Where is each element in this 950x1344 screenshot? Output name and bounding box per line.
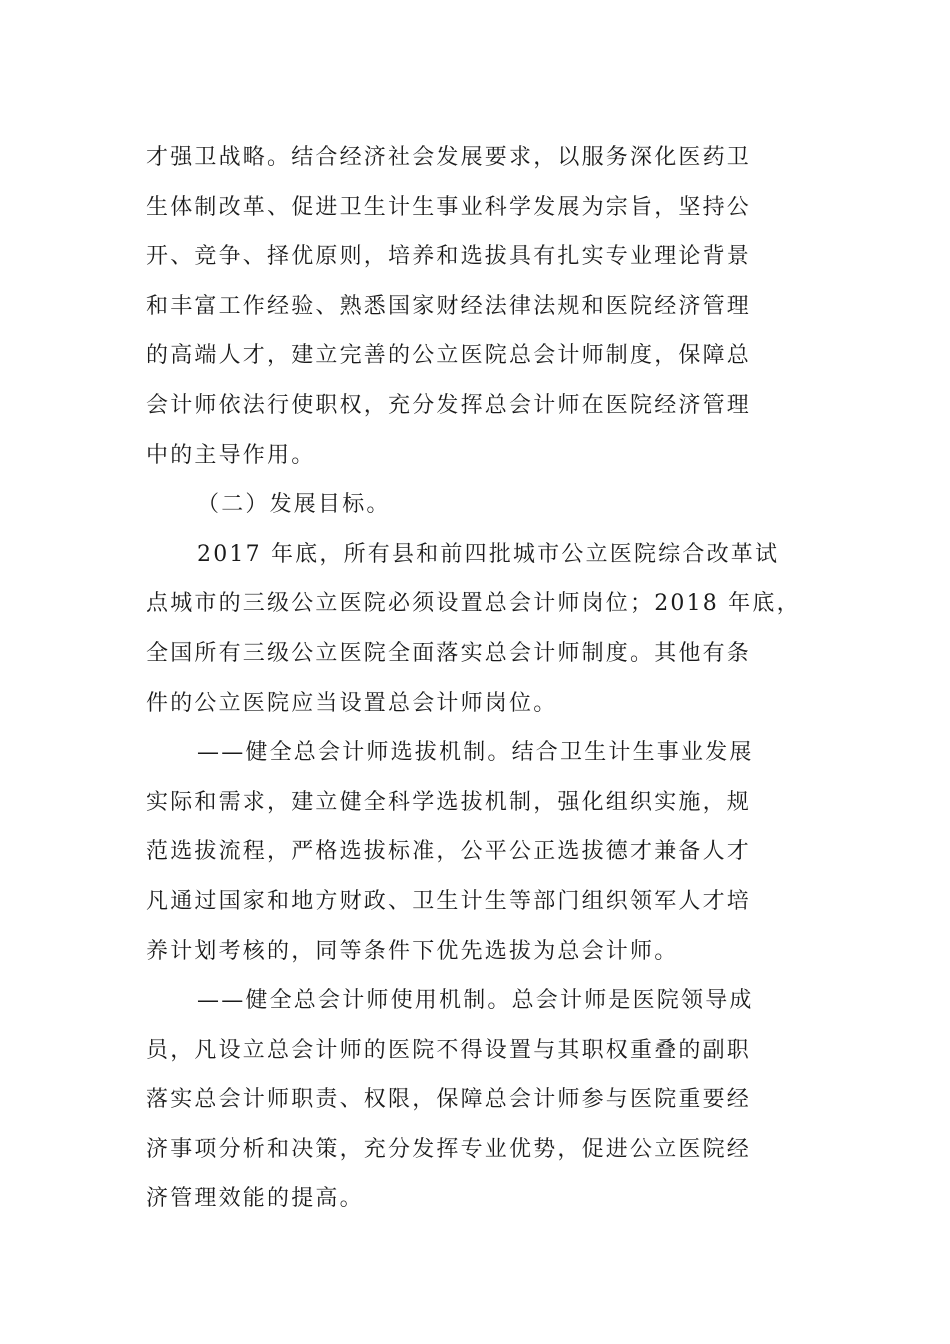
text-line: 全国所有三级公立医院全面落实总会计师制度。其他有条 xyxy=(146,640,752,666)
text-line: 济事项分析和决策，充分发挥专业优势，促进公立医院经 xyxy=(146,1136,752,1162)
text-line: 凡通过国家和地方财政、卫生计生等部门组织领军人才培 xyxy=(146,888,752,914)
text-line: 生体制改革、促进卫生计生事业科学发展为宗旨，坚持公 xyxy=(146,194,752,220)
text-line: 会计师依法行使职权，充分发挥总会计师在医院经济管理 xyxy=(146,392,752,418)
text-line: 件的公立医院应当设置总会计师岗位。 xyxy=(146,690,558,716)
text-line: 范选拔流程，严格选拔标准，公平公正选拔德才兼备人才 xyxy=(146,839,752,865)
text-line: 济管理效能的提高。 xyxy=(146,1186,364,1212)
text-line: （二）发展目标。 xyxy=(197,492,391,518)
text-line: 2017 年底，所有县和前四批城市公立医院综合改革试 xyxy=(197,541,780,567)
text-line: 开、竞争、择优原则，培养和选拔具有扎实专业理论背景 xyxy=(146,244,752,270)
text-line: 员，凡设立总会计师的医院不得设置与其职权重叠的副职 xyxy=(146,1037,752,1063)
text-line: 点城市的三级公立医院必须设置总会计师岗位；2018 年底， xyxy=(146,591,801,617)
body-text xyxy=(146,133,806,1224)
text-line: ——健全总会计师使用机制。总会计师是医院领导成 xyxy=(197,988,754,1014)
text-line: 养计划考核的，同等条件下优先选拔为总会计师。 xyxy=(146,938,679,964)
text-line: 才强卫战略。结合经济社会发展要求，以服务深化医药卫 xyxy=(146,145,752,170)
text-line: 实际和需求，建立健全科学选拔机制，强化组织实施，规 xyxy=(146,789,752,815)
text-line: 落实总会计师职责、权限，保障总会计师参与医院重要经 xyxy=(146,1087,752,1113)
text-line: 的高端人才，建立完善的公立医院总会计师制度，保障总 xyxy=(146,343,752,369)
text-line: 和丰富工作经验、熟悉国家财经法律法规和医院经济管理 xyxy=(146,293,752,319)
text-line: ——健全总会计师选拔机制。结合卫生计生事业发展 xyxy=(197,740,754,766)
text-line: 中的主导作用。 xyxy=(146,442,316,468)
